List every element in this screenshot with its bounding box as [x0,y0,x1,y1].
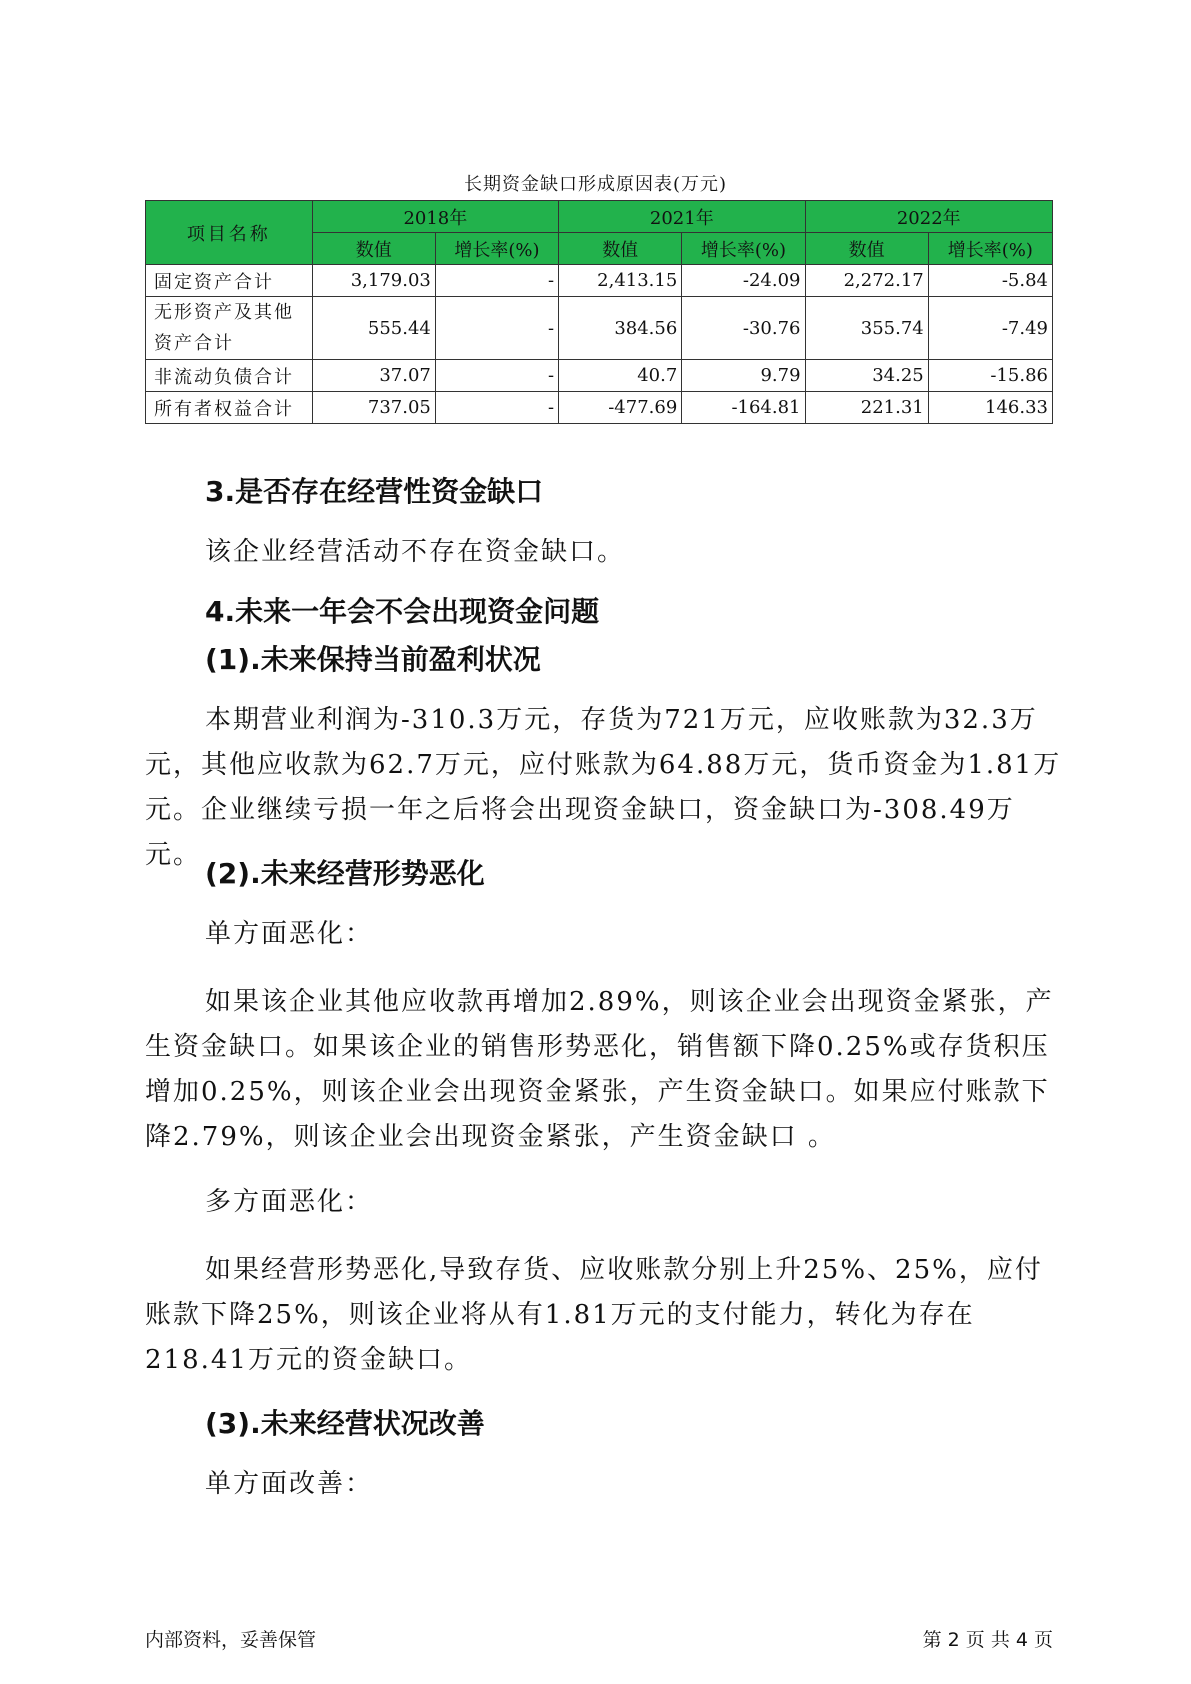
header-value: 数值 [312,233,435,265]
header-growth: 增长率(%) [928,233,1052,265]
header-growth: 增长率(%) [435,233,558,265]
heading-section-4: 4.未来一年会不会出现资金问题 [205,595,600,628]
header-value: 数值 [559,233,682,265]
row-name: 所有者权益合计 [146,392,313,424]
cell-value: 34.25 [805,360,928,392]
cell-value: 384.56 [559,297,682,360]
cell-growth: - [435,392,558,424]
cell-growth: -30.76 [682,297,805,360]
paragraph-single-deterioration-label: 单方面恶化： [205,919,374,949]
header-year-2022: 2022年 [805,201,1052,233]
cell-value: 40.7 [559,360,682,392]
cell-value: 737.05 [312,392,435,424]
row-name: 固定资产合计 [146,265,313,297]
row-name: 无形资产及其他资产合计 [146,297,313,360]
row-name: 非流动负债合计 [146,360,313,392]
cell-growth: -5.84 [928,265,1052,297]
paragraph-single-deterioration: 如果该企业其他应收款再增加2.89%，则该企业会出现资金紧张，产生资金缺口。如果该企业的销售形势恶化，销售额下降0.25%或存货积压增加0.25%，则该企业会出现资金紧张，产生资金缺口。如果应付账款下降2.79%，则该企业会出现资金紧张，产生资金缺口 。 [145,987,1054,1152]
cell-growth: 146.33 [928,392,1052,424]
paragraph-single-improvement-label: 单方面改善： [205,1469,374,1499]
cell-value: 2,413.15 [559,265,682,297]
paragraph-section-3: 该企业经营活动不存在资金缺口。 [205,537,626,567]
paragraph-section-4-1: 本期营业利润为-310.3万元，存货为721万元，应收账款为32.3万元，其他应收款为62.7万元，应付账款为64.88万元，货币资金为1.81万元。企业继续亏损一年之后将会出现资金缺口，资金缺口为-308.49万元。 [145,705,1062,870]
cell-growth: - [435,265,558,297]
heading-section-4-2: (2).未来经营形势恶化 [205,857,485,890]
table-row [146,360,1053,392]
cell-value: -477.69 [559,392,682,424]
cell-growth: 9.79 [682,360,805,392]
cell-value: 2,272.17 [805,265,928,297]
header-growth: 增长率(%) [682,233,805,265]
cell-value: 3,179.03 [312,265,435,297]
header-year-2018: 2018年 [312,201,558,233]
cell-growth: -7.49 [928,297,1052,360]
cell-growth: -15.86 [928,360,1052,392]
table-row [146,265,1053,297]
heading-section-3: 3.是否存在经营性资金缺口 [205,475,544,508]
cell-growth: -24.09 [682,265,805,297]
heading-section-4-1: (1).未来保持当前盈利状况 [205,643,541,676]
funding-gap-table [145,200,1053,424]
heading-section-4-3: (3).未来经营状况改善 [205,1407,485,1440]
paragraph-multi-deterioration: 如果经营形势恶化,导致存货、应收账款分别上升25%、25%，应付账款下降25%，则该企业将从有1.81万元的支付能力，转化为存在218.41万元的资金缺口。 [145,1255,1043,1375]
footer-confidential: 内部资料，妥善保管 [145,1629,317,1651]
cell-growth: - [435,297,558,360]
cell-growth: -164.81 [682,392,805,424]
header-value: 数值 [805,233,928,265]
cell-value: 221.31 [805,392,928,424]
paragraph-multi-deterioration-label: 多方面恶化： [205,1187,374,1217]
table-row [146,297,1053,360]
cell-value: 555.44 [312,297,435,360]
cell-value: 37.07 [312,360,435,392]
table-row [146,392,1053,424]
header-year-2021: 2021年 [559,201,805,233]
cell-value: 355.74 [805,297,928,360]
cell-growth: - [435,360,558,392]
table-header-row [146,201,1053,233]
table-caption: 长期资金缺口形成原因表(万元) [463,174,728,195]
header-item-name: 项目名称 [146,201,313,265]
footer-page-number: 第 2 页 共 4 页 [922,1629,1053,1651]
